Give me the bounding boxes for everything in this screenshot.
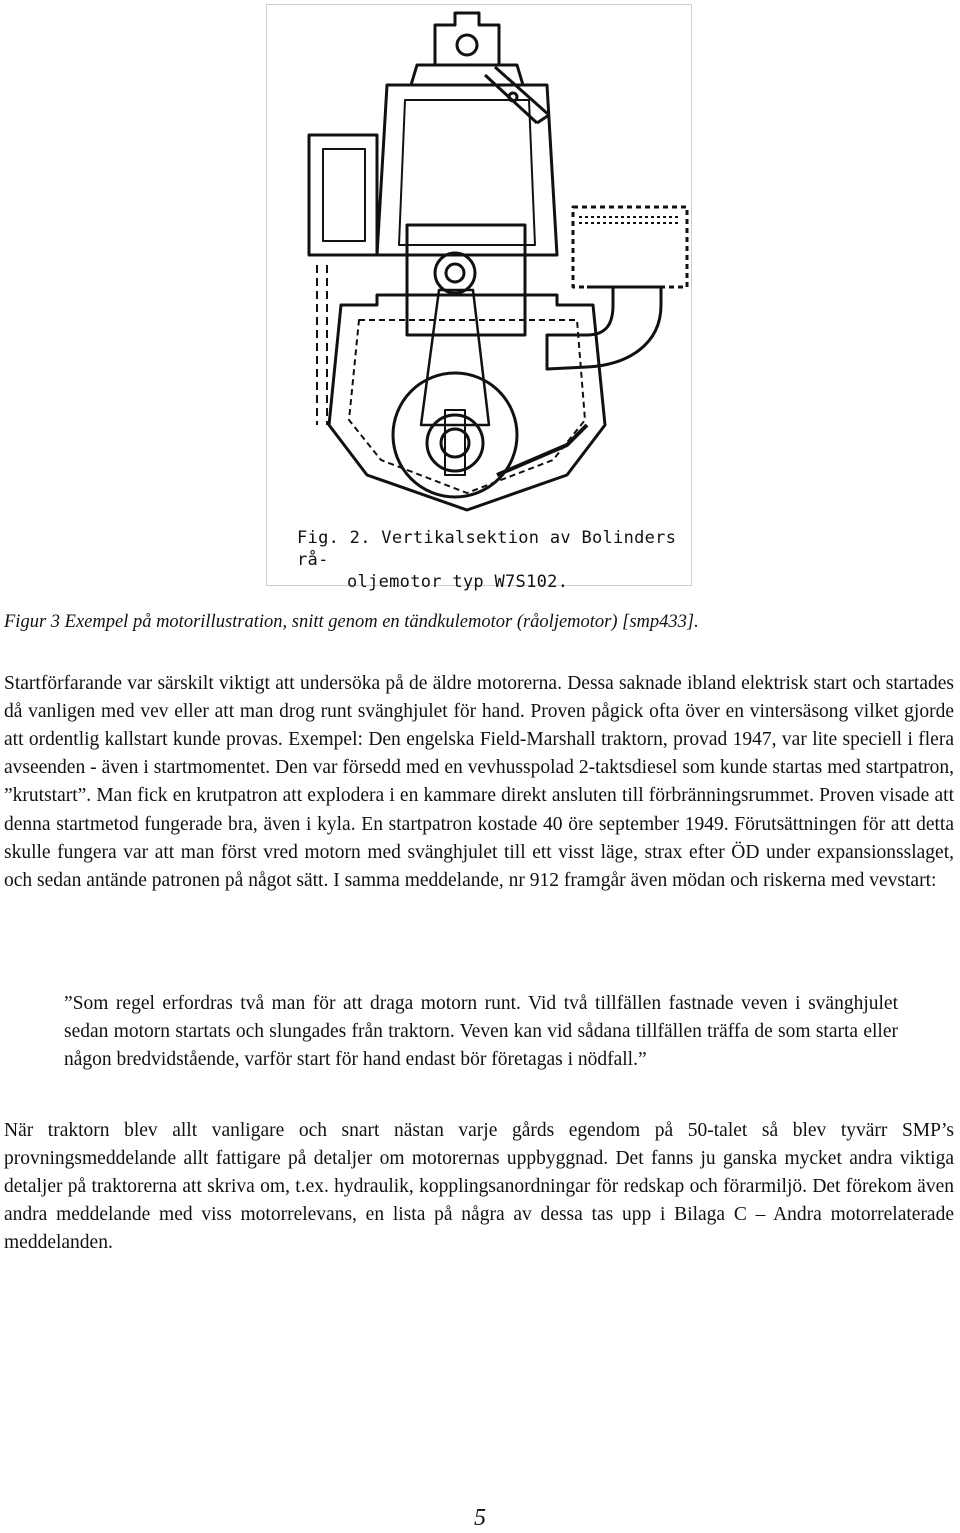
paragraph-later-reports: När traktorn blev allt vanligare och snart nästan varje gårds egendom på 50-talet så blev tyvärr SMP’s provningsmeddelande allt fattigare på detaljer om motorernas uppbyggnad. Det fanns ju ganska mycket andra viktiga detaljer på traktorerna att skriva om, t.ex. hydraulik, kopplingsanordningar för redskap och förarmiljö. Det förekom även andra meddelande med viss motorrelevans, en lista på några av dessa tas upp i Bilaga C – Andra motorrelaterade meddelanden.: [4, 1119, 954, 1254]
figure-label-line-2: oljemotor typ W7S102.: [347, 572, 569, 592]
page-number: 5: [474, 1505, 486, 1531]
block-quote-crank-start: ”Som regel erfordras två man för att draga motorn runt. Vid två tillfällen fastnade veven i svänghjulet sedan motorn startats och slungades från traktorn. Veven kan vid sådana tillfällen träffa de som starta eller någon bredvidstående, varför start för hand endast bör företagas i nödfall.”: [64, 992, 898, 1070]
figure-caption: Figur 3 Exempel på motorillustration, snitt genom en tändkulemotor (råoljemotor) [smp433].: [4, 612, 699, 632]
engine-section-drawing: [267, 5, 691, 585]
engine-section-figure: [266, 4, 692, 592]
figure-label-line-1: Fig. 2. Vertikalsektion av Bolinders rå-: [297, 528, 677, 570]
paragraph-start-procedure: Startförfarande var särskilt viktigt att undersöka på de äldre motorerna. Dessa saknade ibland elektrisk start och startades då vanligen med vev eller att man drog runt svänghjulet för hand. Proven pågick ofta över en vintersäsong vilket gjorde att ordentlig kallstart kunde provas. Exempel: Den engelska Field-Marshall traktorn, provad 1947, var lite speciell i flera avseenden - även i startmomentet. Den var försedd med en vevhusspolad 2-taktsdiesel som kunde startas med startpatron, ”krutstart”. Man fick en krutpatron att explodera i en kammare direkt ansluten till förbränningsrummet. Proven visade att denna startmetod fungerade bra, även i kyla. En startpatron kostade 40 öre september 1949. Förutsättningen för att detta skulle fungera var att man först vred motorn med svänghjulet till ett visst läge, strax efter ÖD under expansionsslaget, och sedan antände patronen på något sätt. I samma meddelande, nr 912 framgår även mödan och riskerna med vevstart:: [4, 672, 954, 891]
figure-inline-label: [297, 527, 687, 593]
